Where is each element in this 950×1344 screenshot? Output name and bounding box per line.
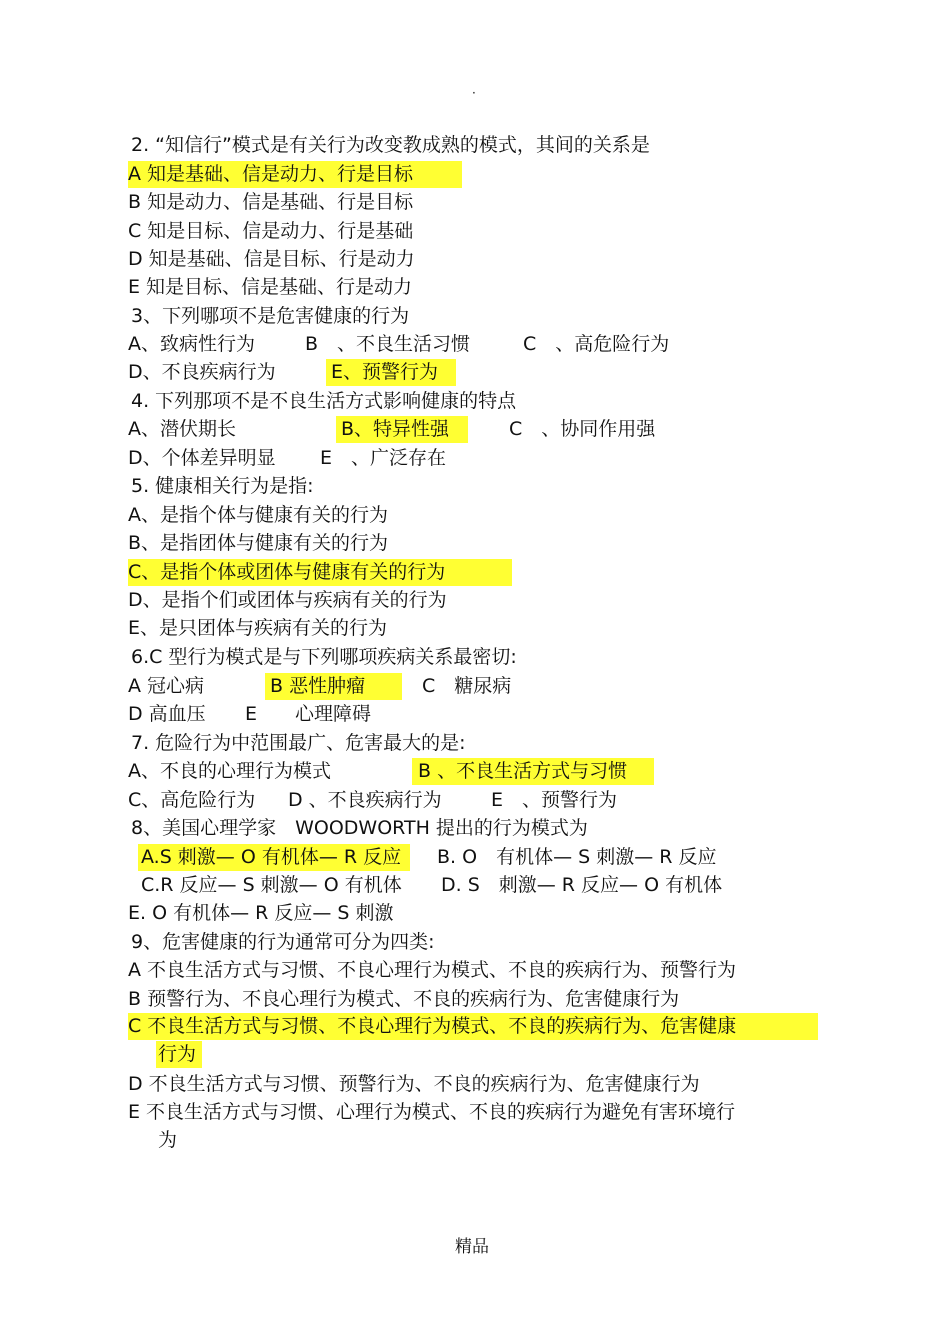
- option-c: C 知是目标、信是动力、行是基础: [128, 220, 414, 242]
- option-e: E、是只团体与疾病有关的行为: [128, 617, 388, 639]
- option-b: B 预警行为、不良心理行为模式、不良的疾病行为、危害健康行为: [128, 988, 680, 1010]
- option-d: D. S 刺激— R 反应— O 有机体: [441, 874, 723, 896]
- option-a: A、致病性行为: [128, 333, 255, 355]
- page-footer: 精品: [455, 1237, 489, 1257]
- question-stem: 6.C 型行为模式是与下列哪项疾病关系最密切:: [131, 646, 517, 668]
- option-b: B 、不良生活方式与习惯: [418, 760, 628, 782]
- header-mark: ·: [472, 86, 476, 100]
- question-stem: 9、危害健康的行为通常可分为四类:: [131, 931, 435, 953]
- option-c: C、是指个体或团体与健康有关的行为: [128, 561, 446, 583]
- option-e: E 不良生活方式与习惯、心理行为模式、不良的疾病行为避免有害环境行: [128, 1101, 736, 1123]
- option-b: B. O 有机体— S 刺激— R 反应: [437, 846, 717, 868]
- option-a: A、不良的心理行为模式: [128, 760, 331, 782]
- question-stem: 5. 健康相关行为是指:: [131, 475, 314, 497]
- option-b: B、是指团体与健康有关的行为: [128, 532, 389, 554]
- option-d: D、个体差异明显: [128, 447, 276, 469]
- option-e: E 心理障碍: [245, 703, 372, 725]
- option-c: C 糖尿病: [422, 675, 512, 697]
- option-d: D 知是基础、信是目标、行是动力: [128, 248, 415, 270]
- option-d: D 不良生活方式与习惯、预警行为、不良的疾病行为、危害健康行为: [128, 1073, 700, 1095]
- question-stem: 3、下列哪项不是危害健康的行为: [131, 305, 410, 327]
- option-d: D 高血压: [128, 703, 206, 725]
- option-a: A、潜伏期长: [128, 418, 236, 440]
- option-c: C 不良生活方式与习惯、不良心理行为模式、不良的疾病行为、危害健康: [128, 1015, 737, 1037]
- option-e: E 、广泛存在: [320, 447, 447, 469]
- option-c: C 、高危险行为: [523, 333, 670, 355]
- question-stem: 8、美国心理学家 WOODWORTH 提出的行为模式为: [131, 817, 588, 839]
- option-a: A 知是基础、信是动力、行是目标: [128, 163, 414, 185]
- option-e: E. O 有机体— R 反应— S 刺激: [128, 902, 394, 924]
- option-c: C.R 反应— S 刺激— O 有机体: [141, 874, 402, 896]
- question-stem: 2. “知信行”模式是有关行为改变教成熟的模式，其间的关系是: [131, 134, 650, 156]
- question-stem: 7. 危险行为中范围最广、危害最大的是:: [131, 732, 466, 754]
- option-a: A.S 刺激— O 有机体— R 反应: [141, 846, 402, 868]
- option-e: E、预警行为: [331, 361, 439, 383]
- option-c-continued: 行为: [158, 1043, 197, 1065]
- option-b: B 知是动力、信是基础、行是目标: [128, 191, 414, 213]
- option-c: C 、协同作用强: [509, 418, 656, 440]
- option-b: B 恶性肿瘤: [270, 675, 366, 697]
- option-e-continued: 为: [158, 1129, 178, 1151]
- option-d: D 、不良疾病行为: [288, 789, 442, 811]
- option-e: E 、预警行为: [491, 789, 618, 811]
- option-a: A 冠心病: [128, 675, 205, 697]
- option-e: E 知是目标、信是基础、行是动力: [128, 276, 413, 298]
- option-c: C、高危险行为: [128, 789, 256, 811]
- option-d: D、不良疾病行为: [128, 361, 276, 383]
- question-stem: 4. 下列那项不是不良生活方式影响健康的特点: [131, 390, 517, 412]
- option-b: B 、不良生活习惯: [305, 333, 471, 355]
- option-d: D、是指个们或团体与疾病有关的行为: [128, 589, 447, 611]
- option-a: A、是指个体与健康有关的行为: [128, 504, 388, 526]
- option-a: A 不良生活方式与习惯、不良心理行为模式、不良的疾病行为、预警行为: [128, 959, 737, 981]
- option-b: B、特异性强: [341, 418, 450, 440]
